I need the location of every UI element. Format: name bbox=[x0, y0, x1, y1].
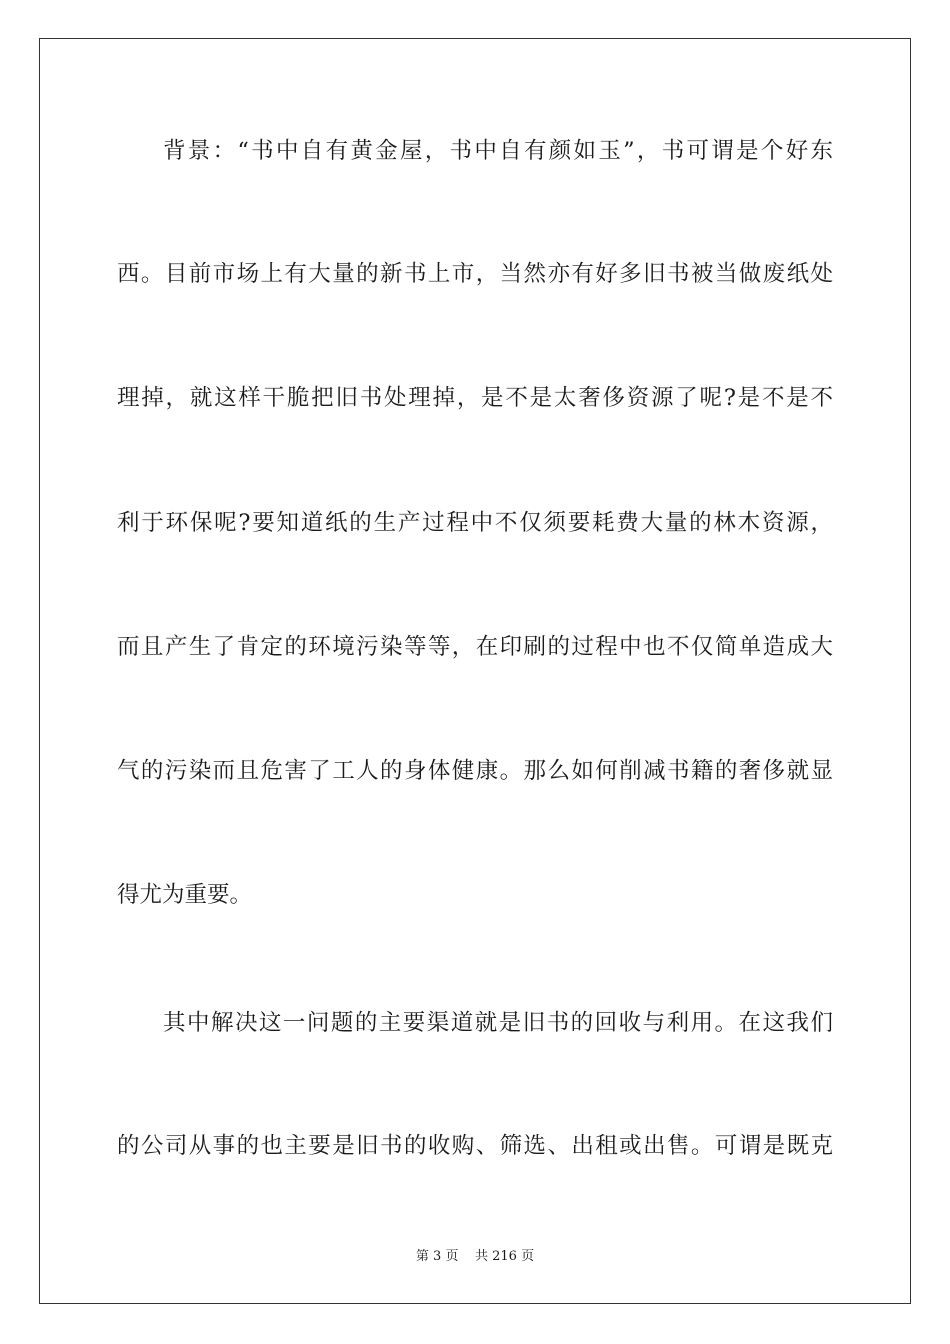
page-number-footer: 第 3 页 共 216 页 bbox=[415, 1249, 535, 1264]
page-border bbox=[39, 38, 911, 1304]
paragraph-1-line-2: 西。目前市场上有大量的新书上市，当然亦有好多旧书被当做废纸处 bbox=[117, 261, 833, 287]
paragraph-1-line-3: 理掉，就这样干脆把旧书处理掉，是不是太奢侈资源了呢?是不是不 bbox=[117, 385, 833, 411]
paragraph-1-line-7: 得尤为重要。 bbox=[117, 882, 253, 908]
paragraph-1-line-6: 气的污染而且危害了工人的身体健康。那么如何削减书籍的奢侈就显 bbox=[117, 758, 833, 784]
paragraph-1-line-1: 背景：“书中自有黄金屋，书中自有颜如玉”，书可谓是个好东 bbox=[163, 138, 833, 164]
paragraph-1-line-4: 利于环保呢?要知道纸的生产过程中不仅须要耗费大量的林木资源， bbox=[117, 510, 833, 536]
paragraph-2-line-1: 其中解决这一问题的主要渠道就是旧书的回收与利用。在这我们 bbox=[163, 1010, 833, 1036]
paragraph-1-line-5: 而且产生了肯定的环境污染等等，在印刷的过程中也不仅简单造成大 bbox=[117, 634, 833, 660]
paragraph-2-line-2: 的公司从事的也主要是旧书的收购、筛选、出租或出售。可谓是既克 bbox=[117, 1133, 833, 1159]
